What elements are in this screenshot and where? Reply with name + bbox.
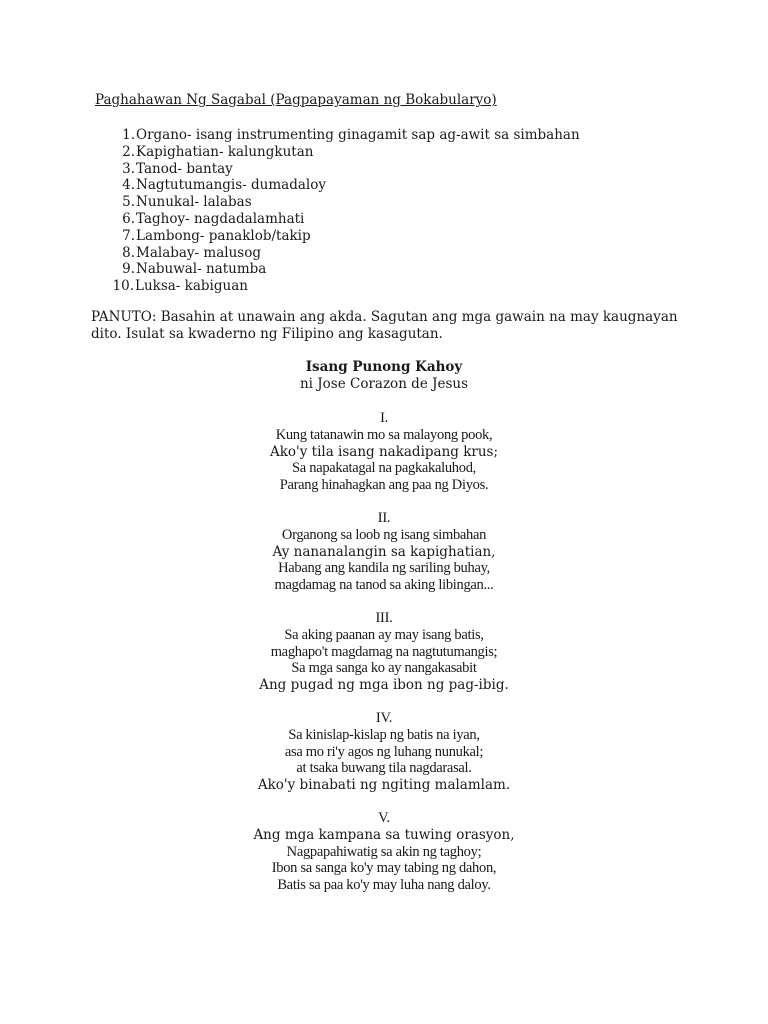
stanza-number: I. — [380, 410, 388, 426]
poem-line: Kung tatanawin mo sa malayong pook, — [275, 426, 493, 443]
stanza-number: IV. — [375, 710, 393, 726]
vocabulary-item: 10.Luksa- kabiguan — [112, 278, 248, 295]
vocabulary-item: 2.Kapighatian- kalungkutan — [122, 143, 314, 160]
vocabulary-item: 1.Organo- isang instrumenting ginagamit sap ag-awit sa simbahan — [122, 127, 580, 143]
poem-line: Parang hinahagkan ang paa ng Diyos. — [279, 477, 489, 494]
poem-line: asa mo ri'y agos ng luhang nunukal; — [284, 743, 484, 760]
poem-title: Isang Punong Kahoy — [305, 359, 463, 375]
poem-line: Sa mga sanga ko ay nangakasabit — [291, 660, 477, 677]
vocabulary-item: 6.Taghoy- nagdadalamhati — [122, 210, 305, 227]
poem-line: Organong sa loob ng isang simbahan — [281, 526, 487, 543]
poem-line: at tsaka buwang tila nagdarasal. — [296, 760, 472, 777]
stanza-5 — [0, 810, 768, 894]
poem-line: Nagpapahiwatig sa akin ng taghoy; — [286, 843, 482, 860]
vocabulary-item: 7.Lambong- panaklob/takip — [122, 227, 311, 244]
stanza-4 — [0, 710, 768, 794]
stanza-2 — [0, 510, 768, 594]
poem-line: Sa napakatagal na pagkakaluhod, — [292, 460, 476, 477]
vocabulary-item: 8.Malabay- malusog — [122, 244, 261, 261]
vocabulary-list — [104, 127, 580, 295]
stanza-number: III. — [375, 610, 393, 626]
stanza-3 — [0, 610, 768, 694]
poem-line: Ibon sa sanga ko'y may tabing ng dahon, — [271, 860, 497, 877]
instructions-paragraph: PANUTO: Basahin at unawain ang akda. Sagutan ang mga gawain na may kaugnayan dito. Isulat sa kwaderno ng Filipino ang kasagutan. — [91, 309, 678, 342]
poem-line: Ang pugad ng mga ibon ng pag-ibig. — [259, 677, 509, 694]
poem-author: ni Jose Corazon de Jesus — [299, 376, 469, 392]
poem-line: maghapo't magdamag na nagtutumangis; — [270, 643, 498, 660]
vocabulary-heading: Paghahawan Ng Sagabal (Pagpapayaman ng Bokabularyo) — [95, 92, 497, 108]
stanza-number: V. — [378, 810, 390, 826]
stanza-1 — [0, 410, 768, 494]
vocabulary-item: 4.Nagtutumangis- dumadaloy — [122, 177, 326, 194]
poem-line: Sa aking paanan ay may isang batis, — [284, 626, 484, 643]
poem-line: magdamag na tanod sa aking libingan... — [274, 577, 494, 594]
poem-line: Sa kinislap-kislap ng batis na iyan, — [288, 726, 480, 743]
poem-line: Ako'y tila isang nakadipang krus; — [269, 443, 499, 460]
vocabulary-item: 9.Nabuwal- natumba — [122, 261, 267, 278]
vocabulary-item: 5.Nunukal- lalabas — [122, 194, 252, 211]
poem-line: Batis sa paa ko'y may luha nang daloy. — [277, 877, 491, 894]
stanza-number: II. — [377, 510, 391, 526]
poem-line: Ay nananalangin sa kapighatian, — [272, 543, 496, 560]
vocabulary-item: 3.Tanod- bantay — [122, 160, 233, 177]
poem-line: Ang mga kampana sa tuwing orasyon, — [253, 826, 515, 843]
poem-line: Habang ang kandila ng sariling buhay, — [278, 560, 490, 577]
poem-line: Ako'y binabati ng ngiting malamlam. — [257, 777, 511, 794]
